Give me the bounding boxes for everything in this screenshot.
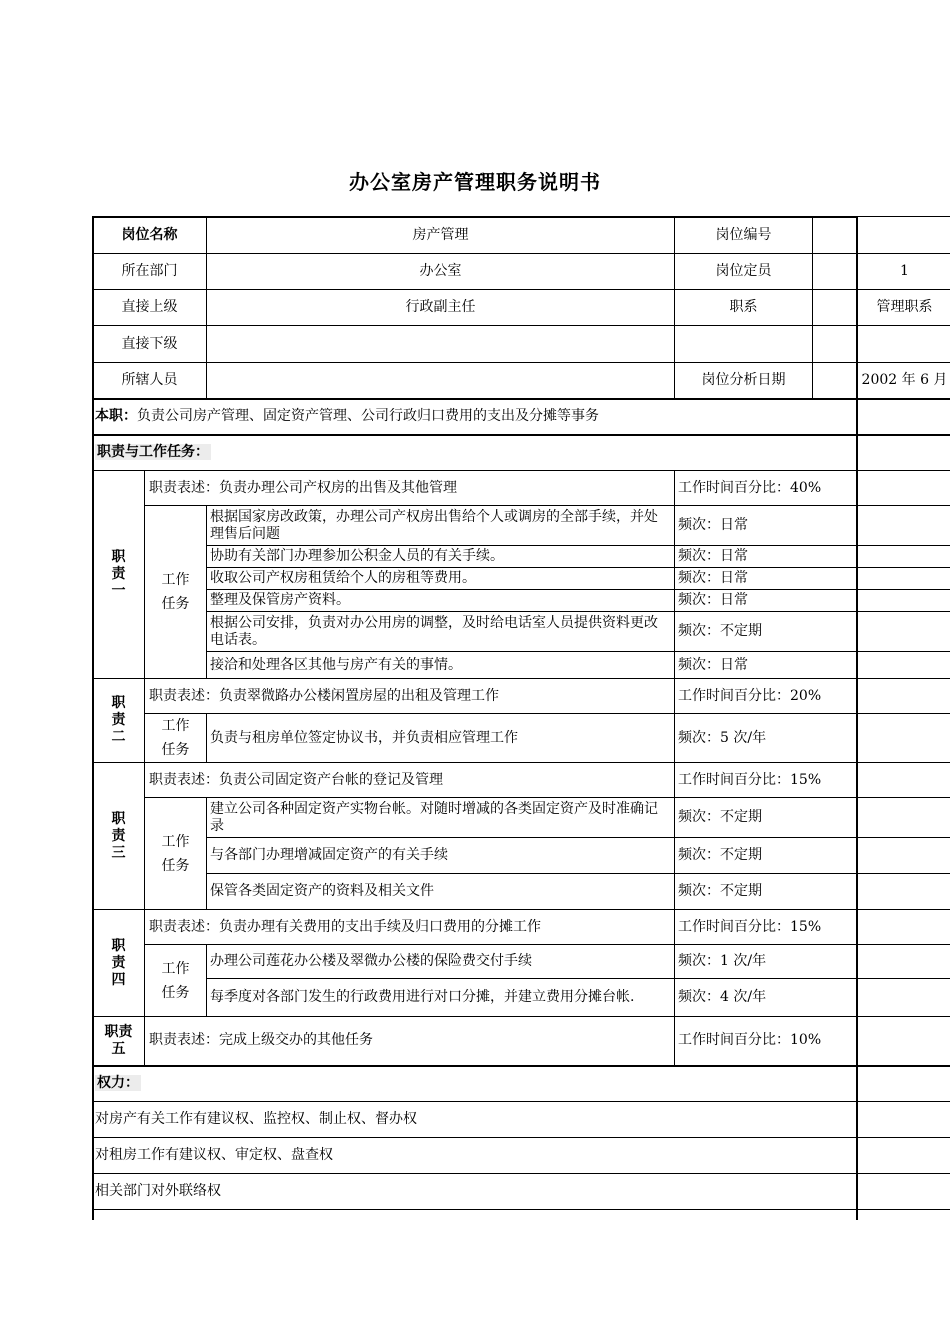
task-text: 建立公司各种固定资产实物台帐。对随时增减的各类固定资产及时准确记录 — [207, 798, 675, 838]
task-text: 每季度对各部门发生的行政费用进行对口分摊，并建立费用分摊台帐. — [207, 979, 675, 1017]
position-no-label: 岗位编号 — [675, 217, 813, 254]
duty-label: 职 责 二 — [93, 679, 145, 763]
headcount-value: 1 — [813, 254, 950, 290]
job-description-table — [92, 216, 950, 1210]
authority-header: 权力： — [97, 1075, 139, 1092]
row-superior — [93, 290, 950, 326]
task-row — [93, 568, 950, 590]
duty-summary-label: 本职： — [95, 408, 137, 424]
task-frequency: 频次：日常 — [675, 568, 950, 590]
task-row — [93, 612, 950, 652]
duty-description: 职责表述：负责办理有关费用的支出手续及归口费用的分摊工作 — [145, 910, 675, 945]
task-frequency: 频次：4 次/年 — [675, 979, 950, 1017]
authority-item: 对房产有关工作有建议权、监控权、制止权、督办权 — [93, 1102, 950, 1138]
duty-desc-row — [93, 471, 950, 506]
task-frequency: 频次：日常 — [675, 652, 950, 679]
superior-value: 行政副主任 — [207, 290, 675, 326]
duty-description: 职责表述：负责公司固定资产台帐的登记及管理 — [145, 763, 675, 798]
task-frequency: 频次：不定期 — [675, 798, 950, 838]
duty-time-percent: 工作时间百分比：40% — [675, 471, 950, 506]
subordinate-value — [207, 326, 675, 363]
task-row — [93, 546, 950, 568]
task-row — [93, 945, 950, 979]
page-title: 办公室房产管理职务说明书 — [349, 170, 601, 194]
task-row — [93, 652, 950, 679]
work-task-label: 工作 任务 — [145, 714, 207, 763]
task-frequency: 频次：不定期 — [675, 612, 950, 652]
task-frequency: 频次：1 次/年 — [675, 945, 950, 979]
duty-description: 职责表述：负责翠微路办公楼闲置房屋的出租及管理工作 — [145, 679, 675, 714]
task-frequency: 频次：日常 — [675, 546, 950, 568]
series-label: 职系 — [675, 290, 813, 326]
duty-desc-row — [93, 910, 950, 945]
row-position-name — [93, 217, 950, 254]
task-text: 负责与租房单位签定协议书，并负责相应管理工作 — [207, 714, 675, 763]
duty-summary-text: 负责公司房产管理、固定资产管理、公司行政归口费用的支出及分摊等事务 — [137, 408, 599, 424]
position-no-value — [813, 217, 950, 254]
series-value: 管理职系 — [813, 290, 950, 326]
task-row — [93, 874, 950, 910]
task-row — [93, 714, 950, 763]
subordinate-label: 直接下级 — [93, 326, 207, 363]
duty-label: 职 责 三 — [93, 763, 145, 910]
authority-row — [93, 1174, 950, 1210]
duty-summary — [93, 399, 950, 435]
task-frequency: 频次：日常 — [675, 590, 950, 612]
row-staff — [93, 363, 950, 399]
row-duties-header — [93, 435, 950, 471]
work-task-label: 工作 任务 — [145, 945, 207, 1017]
task-text: 保管各类固定资产的资料及相关文件 — [207, 874, 675, 910]
task-frequency: 频次：不定期 — [675, 874, 950, 910]
task-text: 办理公司莲花办公楼及翠微办公楼的保险费交付手续 — [207, 945, 675, 979]
duties-header: 职责与工作任务： — [97, 444, 209, 461]
task-row — [93, 838, 950, 874]
analysis-date-value: 2002 年 6 月 — [813, 363, 950, 399]
duty-time-percent: 工作时间百分比：15% — [675, 910, 950, 945]
task-text: 接洽和处理各区其他与房产有关的事情。 — [207, 652, 675, 679]
task-text: 根据公司安排，负责对办公用房的调整，及时给电话室人员提供资料更改电话表。 — [207, 612, 675, 652]
authority-row — [93, 1102, 950, 1138]
duty-description: 职责表述：负责办理公司产权房的出售及其他管理 — [145, 471, 675, 506]
duty-desc-row — [93, 679, 950, 714]
task-text: 整理及保管房产资料。 — [207, 590, 675, 612]
duty-label: 职 责 一 — [93, 471, 145, 679]
empty-cell — [813, 326, 950, 363]
task-text: 与各部门办理增减固定资产的有关手续 — [207, 838, 675, 874]
staff-label: 所辖人员 — [93, 363, 207, 399]
task-text: 收取公司产权房租赁给个人的房租等费用。 — [207, 568, 675, 590]
task-row — [93, 590, 950, 612]
dept-value: 办公室 — [207, 254, 675, 290]
duty-desc-row — [93, 763, 950, 798]
authority-header-row — [93, 1066, 950, 1102]
duty-time-percent: 工作时间百分比：10% — [675, 1017, 950, 1066]
duty-time-percent: 工作时间百分比：15% — [675, 763, 950, 798]
task-row — [93, 798, 950, 838]
task-frequency: 频次：日常 — [675, 506, 950, 546]
work-task-label: 工作 任务 — [145, 506, 207, 679]
authority-header-cell — [93, 1066, 950, 1102]
duties-header-cell — [93, 435, 950, 471]
position-name-value: 房产管理 — [207, 217, 675, 254]
authority-item: 对租房工作有建议权、审定权、盘查权 — [93, 1138, 950, 1174]
duty-desc-row — [93, 1017, 950, 1066]
duty-description: 职责表述：完成上级交办的其他任务 — [145, 1017, 675, 1066]
task-frequency: 频次：5 次/年 — [675, 714, 950, 763]
superior-label: 直接上级 — [93, 290, 207, 326]
row-dept — [93, 254, 950, 290]
analysis-date-label: 岗位分析日期 — [675, 363, 813, 399]
task-text: 协助有关部门办理参加公积金人员的有关手续。 — [207, 546, 675, 568]
task-frequency: 频次：不定期 — [675, 838, 950, 874]
empty-cell — [675, 326, 813, 363]
task-text: 根据国家房改政策，办理公司产权房出售给个人或调房的全部手续，并处理售后问题 — [207, 506, 675, 546]
task-row — [93, 506, 950, 546]
duty-label: 职责 五 — [93, 1017, 145, 1066]
duty-time-percent: 工作时间百分比：20% — [675, 679, 950, 714]
headcount-label: 岗位定员 — [675, 254, 813, 290]
authority-item: 相关部门对外联络权 — [93, 1174, 950, 1210]
dept-label: 所在部门 — [93, 254, 207, 290]
staff-value — [207, 363, 675, 399]
work-task-label: 工作 任务 — [145, 798, 207, 910]
position-name-label: 岗位名称 — [93, 217, 207, 254]
row-duty-summary — [93, 399, 950, 435]
task-row — [93, 979, 950, 1017]
duty-label: 职 责 四 — [93, 910, 145, 1017]
row-subordinate — [93, 326, 950, 363]
authority-row — [93, 1138, 950, 1174]
